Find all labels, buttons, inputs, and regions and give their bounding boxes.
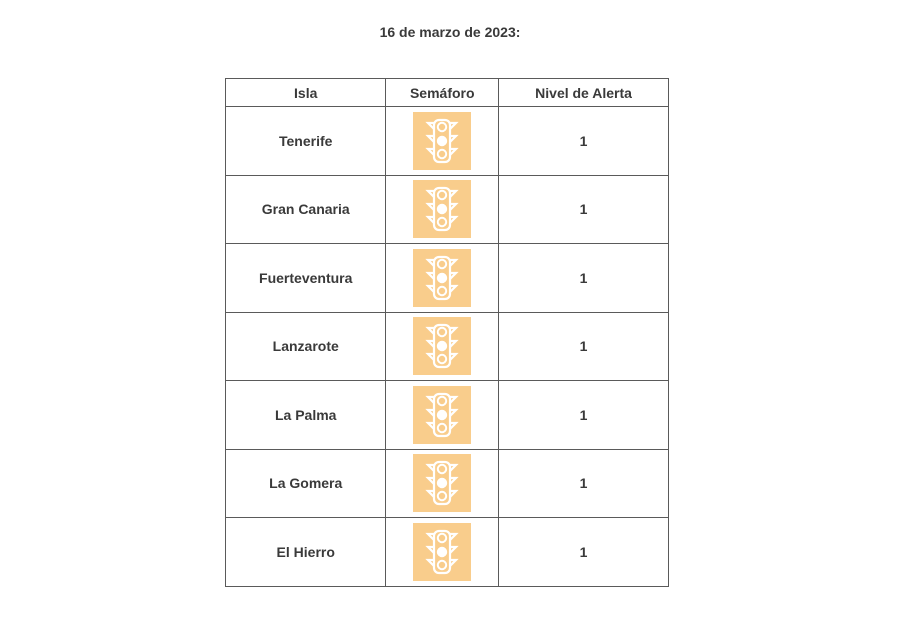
- island-name: El Hierro: [226, 518, 386, 587]
- table-header-row: [226, 79, 669, 107]
- semaforo-cell: [386, 312, 499, 381]
- alert-level-table: [225, 78, 669, 587]
- header-nivel: Nivel de Alerta: [499, 79, 669, 107]
- traffic-light-icon: [413, 386, 471, 444]
- table-row: [226, 244, 669, 313]
- semaforo-cell: [386, 381, 499, 450]
- table-row: [226, 449, 669, 518]
- traffic-light-icon: [413, 454, 471, 512]
- semaforo-cell: [386, 244, 499, 313]
- table-row: [226, 312, 669, 381]
- table-row: [226, 518, 669, 587]
- alert-level: 1: [499, 175, 669, 244]
- page-title: 16 de marzo de 2023:: [379, 24, 521, 40]
- alert-level: 1: [499, 381, 669, 450]
- island-name: Tenerife: [226, 107, 386, 176]
- semaforo-cell: [386, 449, 499, 518]
- island-name: Gran Canaria: [226, 175, 386, 244]
- traffic-light-icon: [413, 249, 471, 307]
- traffic-light-icon: [413, 180, 471, 238]
- semaforo-cell: [386, 175, 499, 244]
- alert-level: 1: [499, 244, 669, 313]
- alert-level: 1: [499, 107, 669, 176]
- island-name: Fuerteventura: [226, 244, 386, 313]
- header-isla: Isla: [226, 79, 386, 107]
- header-semaforo: Semáforo: [386, 79, 499, 107]
- island-name: Lanzarote: [226, 312, 386, 381]
- alert-level: 1: [499, 518, 669, 587]
- traffic-light-icon: [413, 523, 471, 581]
- island-name: La Palma: [226, 381, 386, 450]
- semaforo-cell: [386, 518, 499, 587]
- table-row: [226, 381, 669, 450]
- table-row: [226, 175, 669, 244]
- alert-level: 1: [499, 449, 669, 518]
- semaforo-cell: [386, 107, 499, 176]
- traffic-light-icon: [413, 112, 471, 170]
- island-name: La Gomera: [226, 449, 386, 518]
- alert-level: 1: [499, 312, 669, 381]
- traffic-light-icon: [413, 317, 471, 375]
- table-row: [226, 107, 669, 176]
